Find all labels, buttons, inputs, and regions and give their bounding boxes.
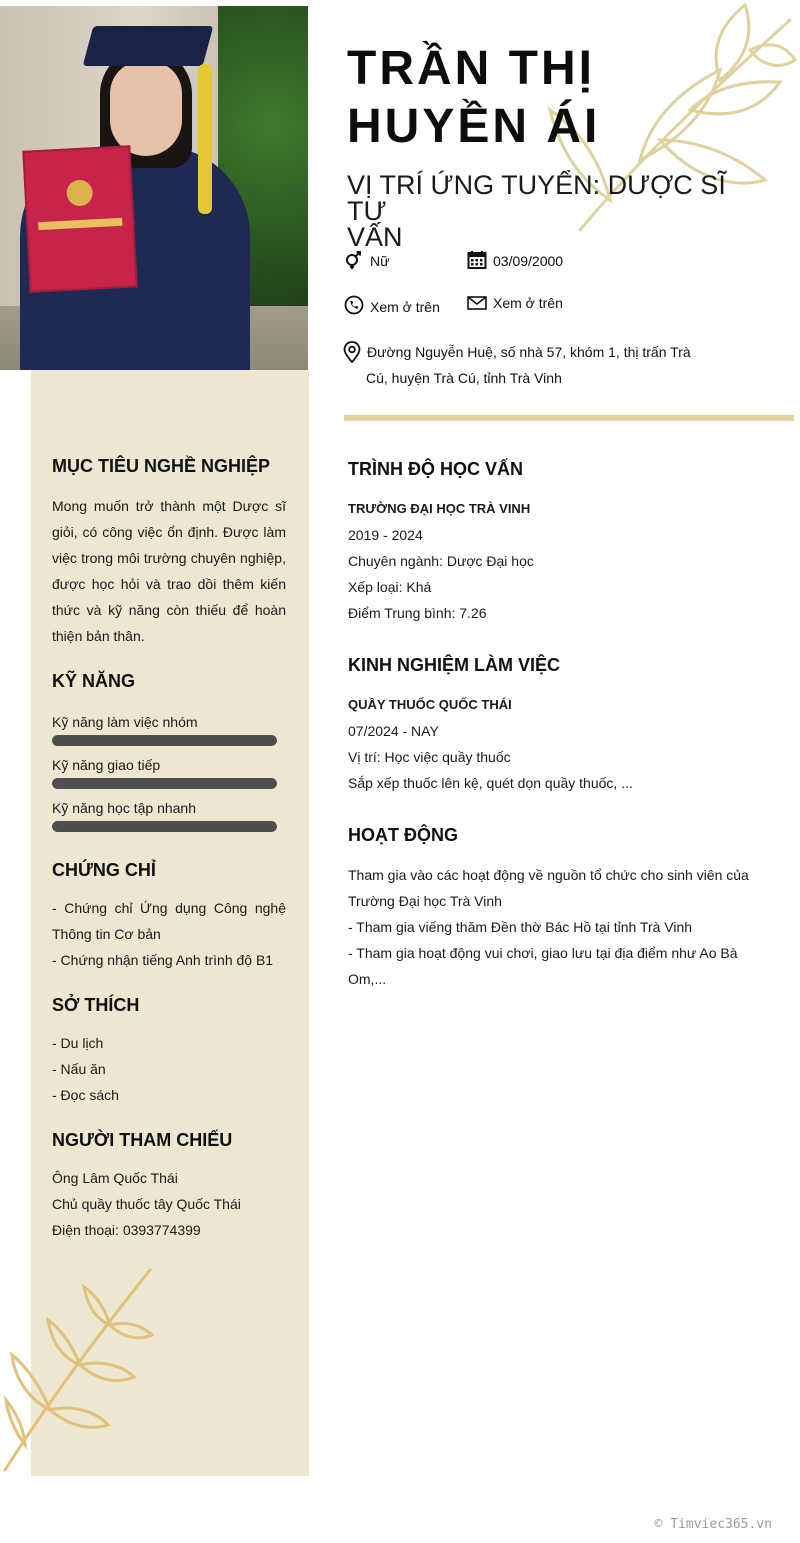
profile-photo	[0, 6, 308, 370]
diploma-title-bar	[38, 218, 122, 230]
photo-tassel	[198, 64, 212, 214]
photo-cap	[83, 26, 214, 66]
references-text	[52, 1165, 286, 1243]
address-line1: Đường Nguyễn Huệ, số nhà 57, khóm 1, thị trấn Trà	[367, 344, 691, 360]
diploma-book	[22, 145, 137, 292]
activity-line: Om,...	[348, 971, 387, 987]
education-school: TRƯỜNG ĐẠI HỌC TRÀ VINH	[348, 501, 531, 516]
experience-heading: KINH NGHIỆM LÀM VIỆC	[348, 655, 561, 675]
hobby-line: - Du lịch	[52, 1035, 104, 1051]
activities-heading: HOẠT ĐỘNG	[348, 825, 458, 845]
job-title	[347, 172, 767, 250]
phone-info	[344, 295, 440, 315]
calendar-icon	[467, 250, 487, 270]
objective-line: Mong muốn trở thành một Dược sĩ	[52, 498, 286, 514]
education-line: Xếp loại: Khá	[348, 579, 432, 595]
birthday-value: 03/09/2000	[493, 253, 564, 269]
diploma-seal	[66, 179, 93, 206]
address-info	[343, 341, 691, 391]
skill-label: Kỹ năng làm việc nhóm	[52, 714, 198, 730]
phone-icon	[344, 295, 364, 315]
objective-line: được học hỏi và trao dồi thêm kiến	[52, 576, 286, 592]
certificate-line: - Chứng chỉ Ứng dụng Công nghệ	[52, 900, 286, 916]
certificate-line: - Chứng nhận tiếng Anh trình độ B1	[52, 952, 274, 968]
objective-heading: MỤC TIÊU NGHỀ NGHIỆP	[52, 456, 271, 476]
gender-value: Nữ	[370, 253, 390, 269]
activity-line: Trường Đại học Trà Vinh	[348, 893, 502, 909]
skills-heading: KỸ NĂNG	[52, 671, 136, 691]
job-title-line2: VẤN	[347, 222, 403, 252]
skill-label: Kỹ năng giao tiếp	[52, 757, 161, 773]
certificate-line: Thông tin Cơ bản	[52, 926, 161, 942]
skill-bar	[52, 821, 277, 832]
gender-icon	[344, 250, 364, 270]
certificates-text	[52, 895, 286, 973]
hobby-line: - Nấu ăn	[52, 1061, 106, 1077]
watermark: © Timviec365.vn	[654, 1517, 772, 1532]
reference-line: Ông Lâm Quốc Thái	[52, 1170, 178, 1186]
activity-line: - Tham gia hoạt động vui chơi, giao lưu tại địa điểm như Ao Bà	[348, 945, 738, 961]
skill-fill	[52, 735, 277, 746]
experience-block	[348, 692, 768, 796]
job-title-line1: VỊ TRÍ ỨNG TUYỂN: DƯỢC SĨ TƯ	[347, 170, 726, 226]
birthday-info	[467, 250, 563, 270]
reference-line: Điện thoại: 0393774399	[52, 1222, 201, 1238]
candidate-name-line2: HUYỀN ÁI	[347, 100, 601, 153]
candidate-name	[347, 40, 600, 156]
experience-company: QUẦY THUỐC QUỐC THÁI	[348, 697, 512, 712]
education-line: 2019 - 2024	[348, 527, 423, 543]
reference-line: Chủ quầy thuốc tây Quốc Thái	[52, 1196, 241, 1212]
objective-text	[52, 493, 286, 649]
hobbies-text	[52, 1030, 286, 1108]
references-heading: NGƯỜI THAM CHIẾU	[52, 1130, 233, 1150]
education-block	[348, 496, 768, 626]
hobby-line: - Đọc sách	[52, 1087, 119, 1103]
hobbies-heading: SỞ THÍCH	[52, 995, 140, 1015]
phone-value: Xem ở trên	[370, 299, 440, 315]
experience-line: Sắp xếp thuốc lên kệ, quét dọn quầy thuốc, ...	[348, 775, 633, 791]
mail-icon	[467, 294, 487, 312]
objective-line: giỏi, có công việc ổn định. Được làm	[52, 524, 286, 540]
skill-label: Kỹ năng học tập nhanh	[52, 800, 197, 816]
objective-line: thức và kỹ năng còn thiếu để hoàn	[52, 602, 286, 618]
skill-fill	[52, 778, 277, 789]
skill-bar	[52, 735, 277, 746]
email-value: Xem ở trên	[493, 295, 563, 311]
photo-face	[110, 61, 182, 156]
header-divider	[344, 415, 794, 421]
education-line: Điểm Trung bình: 7.26	[348, 605, 487, 621]
address-line2: Cú, huyện Trà Cú, tỉnh Trà Vinh	[366, 370, 562, 386]
location-pin-icon	[343, 341, 361, 363]
activities-block	[348, 862, 768, 992]
experience-line: 07/2024 - NAY	[348, 723, 439, 739]
skill-bar	[52, 778, 277, 789]
certificates-heading: CHỨNG CHỈ	[52, 860, 156, 880]
objective-line: việc trong môi trường chuyên nghiệp,	[52, 550, 286, 566]
leaf-decoration-bottom-icon	[0, 1265, 160, 1475]
skill-fill	[52, 821, 277, 832]
education-line: Chuyên ngành: Dược Đại học	[348, 553, 534, 569]
activity-line: - Tham gia viếng thăm Đền thờ Bác Hồ tại tỉnh Trà Vinh	[348, 919, 693, 935]
experience-line: Vị trí: Học việc quầy thuốc	[348, 749, 511, 765]
activity-line: Tham gia vào các hoạt động về nguồn tổ chức cho sinh viên của	[348, 867, 749, 883]
gender-info	[344, 250, 389, 270]
objective-line: thiện bản thân.	[52, 628, 145, 644]
education-heading: TRÌNH ĐỘ HỌC VẤN	[348, 459, 523, 479]
candidate-name-line1: TRẦN THỊ	[347, 42, 595, 95]
email-info	[467, 294, 563, 312]
